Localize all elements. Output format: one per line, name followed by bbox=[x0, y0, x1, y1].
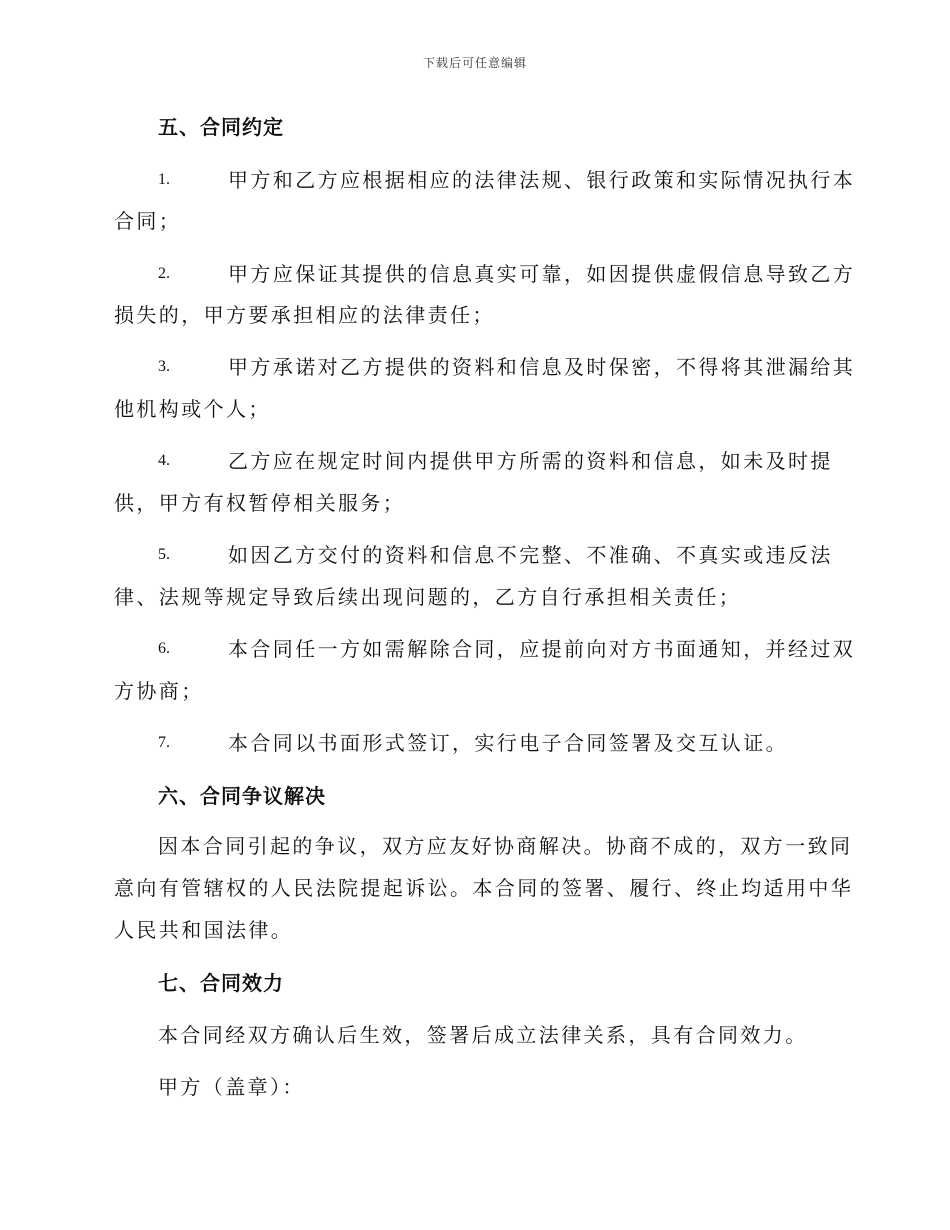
item-3-line-1: 甲方承诺对乙方提供的资料和信息及时保密，不得将其泄漏给其 bbox=[228, 355, 856, 379]
item-2-line-2: 损失的，甲方要承担相应的法律责任； bbox=[114, 303, 495, 327]
item-4-number: 4. bbox=[158, 452, 170, 469]
item-3-number: 3. bbox=[158, 358, 170, 375]
party-a-seal-label: 甲方（盖章）： bbox=[158, 1075, 305, 1099]
item-6-line-2: 方协商； bbox=[114, 679, 204, 703]
item-7-line-1: 本合同以书面形式签订，实行电子合同签署及交互认证。 bbox=[228, 731, 788, 755]
section-6-line-2: 意向有管辖权的人民法院提起诉讼。本合同的签署、履行、终止均适用中华 bbox=[114, 876, 854, 900]
item-4-line-1: 乙方应在规定时间内提供甲方所需的资料和信息，如未及时提 bbox=[228, 449, 833, 473]
section-6-title: 六、合同争议解决 bbox=[158, 784, 326, 808]
item-5-number: 5. bbox=[158, 546, 170, 563]
section-7-title: 七、合同效力 bbox=[158, 971, 284, 995]
section-5-title: 五、合同约定 bbox=[158, 115, 284, 139]
item-3-line-2: 他机构或个人； bbox=[114, 397, 271, 421]
item-2-number: 2. bbox=[158, 265, 170, 282]
item-1-line-1: 甲方和乙方应根据相应的法律法规、银行政策和实际情况执行本 bbox=[228, 168, 856, 192]
item-6-number: 6. bbox=[158, 640, 170, 657]
item-5-line-2: 律、法规等规定导致后续出现问题的，乙方自行承担相关责任； bbox=[114, 585, 742, 609]
item-1-line-2: 合同； bbox=[114, 209, 182, 233]
item-2-line-1: 甲方应保证其提供的信息真实可靠，如因提供虚假信息导致乙方 bbox=[228, 262, 856, 286]
section-7-text: 本合同经双方确认后生效，签署后成立法律关系，具有合同效力。 bbox=[158, 1023, 808, 1047]
item-1-number: 1. bbox=[158, 171, 170, 188]
item-7-number: 7. bbox=[158, 734, 170, 751]
section-6-line-3: 人民共和国法律。 bbox=[114, 918, 294, 942]
item-6-line-1: 本合同任一方如需解除合同，应提前向对方书面通知，并经过双 bbox=[228, 637, 856, 661]
item-5-line-1: 如因乙方交付的资料和信息不完整、不准确、不真实或违反法 bbox=[228, 543, 833, 567]
item-4-line-2: 供，甲方有权暂停相关服务； bbox=[114, 491, 406, 515]
section-6-line-1: 因本合同引起的争议，双方应友好协商解决。协商不成的，双方一致同 bbox=[158, 834, 853, 858]
page-header: 下载后可任意编辑 bbox=[422, 56, 527, 70]
